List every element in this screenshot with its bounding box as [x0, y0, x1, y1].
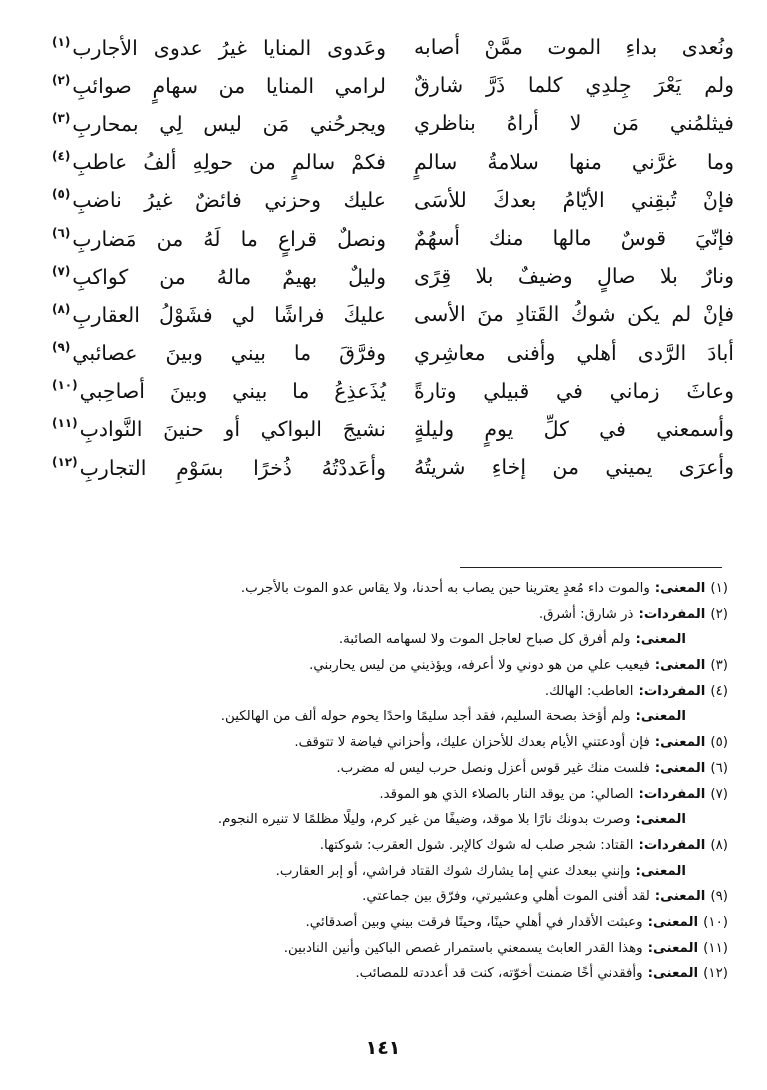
footnote-label: المعنى: — [635, 812, 686, 828]
footnote-line — [40, 602, 728, 628]
verse-first-hemistich: فإنْ تُبقِني الأيّامُ بعدكَ للأسَى — [414, 187, 734, 212]
verse-second-hemistich-text: نشيجَ البواكي أو حنينَ النَّوادبِ — [79, 417, 386, 442]
footnote-number: (٨) — [710, 837, 728, 853]
footnote-marker: (٢) — [52, 72, 71, 87]
verse-line — [52, 334, 734, 372]
verse-second-hemistich — [52, 187, 386, 212]
footnote-text: وهذا القدر العابث يسمعني باستمرار غصص الباكين وأنين النادبين. — [283, 940, 643, 956]
verse-line — [52, 372, 734, 410]
verse-second-hemistich-text: ويجرحُني مَن ليس لِي بمحاربِ — [72, 111, 386, 136]
footnote-label: المفردات: — [638, 786, 706, 802]
footnote-text: ولم أؤخذ بصحة السليم، فقد أجد سليمًا واحدًا يحوم حوله ألف من الهالكين. — [220, 709, 631, 725]
footnote-text: ولم أفرق كل صباح لعاجل الموت ولا لسهامه الصائبة. — [338, 632, 631, 648]
footnote-number: (٦) — [710, 760, 728, 776]
verse-first-hemistich: فإنْ لم يكن شوكُ القَتادِ منَ الأسى — [414, 302, 734, 327]
footnote-text: فإن أودعتني الأيام بعدك للأحزان عليك، وأحزاني فياضة لا تتوقف. — [294, 735, 650, 751]
footnote-line — [40, 576, 728, 602]
footnote-marker: (٧) — [52, 263, 71, 278]
verse-second-hemistich-text: وأعَددْتُهُ ذُخرًا بسَوْمِ التجاربِ — [79, 455, 386, 480]
verse-first-hemistich: ونارٌ بلا صالٍ وضيفٌ بلا قِرًى — [414, 264, 734, 289]
footnote-text: القتاد: شجر صلب له شوك كالإبر. شول العقرب: شوكتها. — [319, 837, 634, 853]
verse-second-hemistich — [52, 455, 386, 480]
verse-second-hemistich-text: لرامي المنايا من سهامٍ صوائبِ — [72, 73, 386, 98]
page-number: ١٤١ — [365, 1037, 401, 1059]
verse-first-hemistich: فإنّيَ قوسٌ مالها منك أسهُمٌ — [414, 226, 734, 251]
footnote-marker: (٤) — [52, 149, 71, 164]
verse-line — [52, 104, 734, 142]
verse-second-hemistich — [52, 302, 386, 327]
footnote-label: المفردات: — [638, 606, 706, 622]
footnote-text: العاطب: الهالك. — [544, 683, 634, 699]
verse-first-hemistich: أبادَ الرَّدى أهلي وأفنى معاشِري — [414, 340, 734, 365]
verse-line — [52, 448, 734, 486]
footnote-marker: (١) — [52, 34, 71, 49]
verse-first-hemistich: وأسمعني في كلِّ يومٍ وليلةٍ — [414, 416, 734, 441]
footnote-marker: (١٠) — [52, 378, 78, 393]
footnote-text: والموت داء مُعدٍ يعترينا حين يصاب به أحدنا، ولا يقاس عدو الموت بالأجرب. — [240, 581, 650, 596]
verse-line — [52, 66, 734, 104]
footnote-label: المعنى: — [635, 709, 686, 725]
footnote-text: وأفقدني أخًا ضمنت أخوّته، كنت قد أعددته للمصائب. — [355, 966, 643, 982]
footnotes — [40, 576, 728, 987]
footnote-number: (٥) — [710, 735, 728, 751]
footnote-text: فيعيب علي من هو دوني ولا أعرفه، ويؤذيني من ليس يحاربني. — [309, 658, 650, 674]
verse-line — [52, 181, 734, 219]
footnote-label: المعنى: — [635, 632, 686, 648]
verse-second-hemistich-text: وفرَّقَ ما بيني وبينَ عصائبي — [72, 341, 386, 366]
footnote-label: المعنى: — [654, 735, 706, 751]
footnote-line — [40, 961, 728, 987]
footnote-number: (١) — [710, 581, 728, 596]
footnote-line — [40, 936, 728, 962]
verse-line — [52, 295, 734, 333]
verse-line — [52, 219, 734, 257]
verse-second-hemistich — [52, 149, 386, 174]
footnote-separator — [460, 567, 722, 568]
footnote-marker: (٦) — [52, 225, 71, 240]
footnote-line — [40, 756, 728, 782]
footnote-label: المعنى: — [635, 863, 686, 879]
verse-first-hemistich: وما غرَّني منها سلامةُ سالمٍ — [414, 149, 734, 174]
verse-second-hemistich-text: وليلٌ بهيمٌ مالهُ من كواكبِ — [72, 264, 386, 289]
footnote-line — [40, 859, 728, 885]
footnote-number: (٧) — [710, 786, 728, 802]
footnote-marker: (٨) — [52, 301, 71, 316]
verse-first-hemistich: ونُعدى بداءِ الموت ممَّنْ أصابه — [414, 35, 734, 60]
footnote-line — [40, 704, 728, 730]
verse-second-hemistich — [52, 378, 386, 403]
verse-first-hemistich: وعاثَ زماني في قبيلي وتارةً — [414, 378, 734, 403]
footnote-number: (٢) — [710, 606, 728, 622]
verse-line — [52, 257, 734, 295]
verse-second-hemistich-text: وعَدوى المنايا غيرُ عدوى الأجارب — [72, 35, 386, 60]
footnote-line — [40, 653, 728, 679]
footnote-label: المعنى: — [647, 966, 699, 982]
footnote-number: (٩) — [710, 889, 728, 905]
footnote-line — [40, 679, 728, 705]
verse-line — [52, 410, 734, 448]
footnote-text: وعبثت الأقدار في أهلي حينًا، وحينًا فرقت بيني وبين أصدقائي. — [305, 914, 643, 930]
verse-second-hemistich — [52, 35, 386, 60]
footnote-text: الصالي: من يوقد النار بالصلاء الذي هو الموقد. — [379, 786, 634, 802]
footnote-marker: (١١) — [52, 416, 78, 431]
verse-second-hemistich-text: يُذَعذِعُ ما بيني وبينَ أصاحِبي — [79, 379, 386, 404]
footnote-label: المعنى: — [654, 658, 706, 674]
footnote-text: فلست منك غير قوس أعزل ونصل حرب ليس له مضرب. — [336, 760, 650, 776]
verse-second-hemistich — [52, 111, 386, 136]
footnote-text: ذر شارق: أشرق. — [538, 606, 634, 622]
footnote-label: المفردات: — [638, 837, 706, 853]
footnote-number: (٤) — [710, 683, 728, 699]
poem-verses — [52, 28, 734, 486]
footnote-label: المعنى: — [647, 940, 699, 956]
footnote-line — [40, 730, 728, 756]
footnote-label: المفردات: — [638, 683, 706, 699]
footnote-marker: (٣) — [52, 110, 71, 125]
verse-first-hemistich: فيثلمُني مَن لا أراهُ بناظري — [414, 111, 734, 136]
footnote-line — [40, 910, 728, 936]
verse-line — [52, 143, 734, 181]
footnote-marker: (٥) — [52, 187, 71, 202]
verse-second-hemistich — [52, 264, 386, 289]
verse-second-hemistich-text: ونصلٌ قراعٍ ما لَهُ من مَضاربِ — [72, 226, 386, 251]
verse-second-hemistich-text: عليك وحزني فائضٌ غيرُ ناضبِ — [72, 188, 386, 213]
footnote-text: لقد أفنى الموت أهلي وعشيرتي، وفرّق بين جماعتي. — [362, 889, 650, 905]
footnote-line — [40, 884, 728, 910]
footnote-line — [40, 833, 728, 859]
verse-second-hemistich-text: فكمْ سالمٍ من حولِهِ ألفُ عاطبِ — [72, 150, 386, 175]
footnote-number: (١٠) — [703, 914, 728, 930]
verse-second-hemistich — [52, 340, 386, 365]
footnote-line — [40, 807, 728, 833]
footnote-text: وصرت بدونك نارًا بلا موقد، وضيفًا من غير كرم، وليلًا مظلمًا لا تنيره النجوم. — [217, 812, 631, 828]
verse-line — [52, 28, 734, 66]
verse-first-hemistich: ولم يَعْرَ جِلدِي كلما ذَرَّ شارقٌ — [414, 73, 734, 98]
footnote-label: المعنى: — [654, 760, 706, 776]
footnote-line — [40, 782, 728, 808]
footnote-label: المعنى: — [654, 581, 706, 596]
footnote-label: المعنى: — [647, 914, 699, 930]
footnote-number: (١٢) — [703, 966, 728, 982]
footnote-number: (١١) — [703, 940, 728, 956]
footnote-number: (٣) — [710, 658, 728, 674]
verse-second-hemistich — [52, 416, 386, 441]
verse-second-hemistich — [52, 73, 386, 98]
verse-second-hemistich — [52, 226, 386, 251]
footnote-marker: (١٢) — [52, 454, 78, 469]
footnote-marker: (٩) — [52, 340, 71, 355]
footnote-text: وإنني ببعدك عني إما يشارك شوك القتاد فراشي، أو إبر العقارب. — [275, 863, 631, 879]
verse-first-hemistich: وأعرَى يميني من إخاءِ شريتُهُ — [414, 455, 734, 480]
footnote-line — [40, 627, 728, 653]
verse-second-hemistich-text: عليكَ فراشًا لي فشَوْلُ العقاربِ — [72, 302, 386, 327]
footnote-label: المعنى: — [654, 889, 706, 905]
